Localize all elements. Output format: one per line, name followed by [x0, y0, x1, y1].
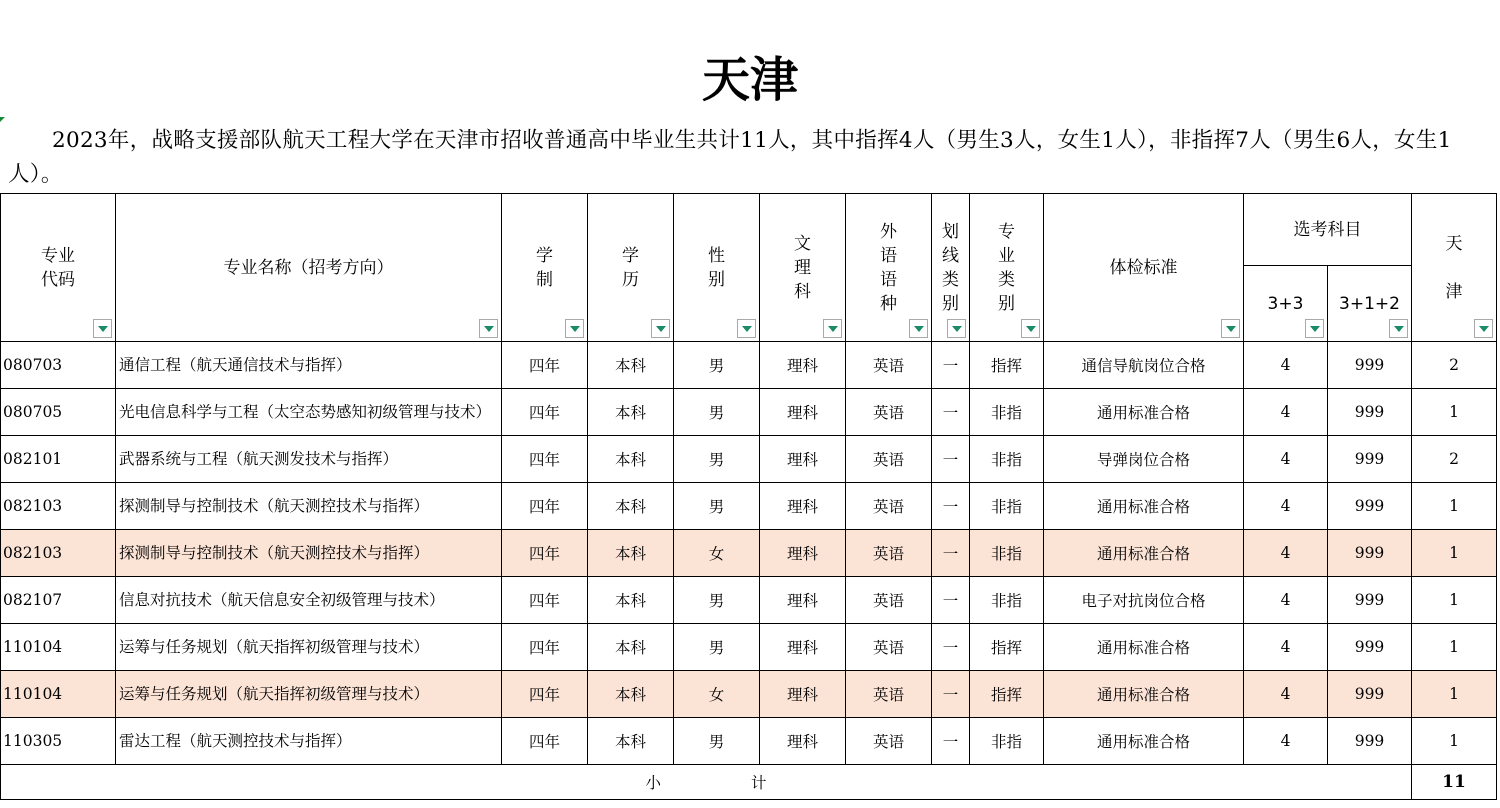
row-subject-312: 999	[1328, 436, 1412, 483]
row-code: 110104	[1, 671, 116, 718]
row-duration: 四年	[502, 389, 588, 436]
header-duration	[502, 194, 588, 342]
row-duration: 四年	[502, 577, 588, 624]
header-major-type	[970, 194, 1044, 342]
row-science: 理科	[760, 436, 846, 483]
row-gender: 男	[674, 577, 760, 624]
header-line-type-label: 划线类别	[942, 221, 959, 314]
row-gender: 男	[674, 342, 760, 389]
row-line-type: 一	[932, 530, 970, 577]
row-count: 1	[1412, 671, 1497, 718]
row-gender: 女	[674, 530, 760, 577]
row-science: 理科	[760, 671, 846, 718]
row-duration: 四年	[502, 342, 588, 389]
row-line-type: 一	[932, 624, 970, 671]
row-major-type: 非指	[970, 577, 1044, 624]
row-language: 英语	[846, 718, 932, 765]
row-count: 1	[1412, 577, 1497, 624]
filter-dropdown-icon[interactable]	[1389, 319, 1408, 338]
row-science: 理科	[760, 483, 846, 530]
row-subject-312: 999	[1328, 577, 1412, 624]
row-physical: 通用标准合格	[1044, 718, 1244, 765]
row-language: 英语	[846, 436, 932, 483]
header-language-label: 外语语种	[880, 221, 897, 314]
row-science: 理科	[760, 342, 846, 389]
header-name	[116, 194, 502, 342]
header-gender	[674, 194, 760, 342]
row-duration: 四年	[502, 624, 588, 671]
header-code-line2: 代码	[41, 269, 75, 290]
filter-dropdown-icon[interactable]	[909, 319, 928, 338]
row-major-type: 非指	[970, 389, 1044, 436]
row-degree: 本科	[588, 436, 674, 483]
row-degree: 本科	[588, 389, 674, 436]
intro-paragraph: 2023年，战略支援部队航天工程大学在天津市招收普通高中毕业生共计11人，其中指挥4人（男生3人，女生1人），非指挥7人（男生6人，女生1人）。	[8, 128, 1452, 187]
row-count: 1	[1412, 483, 1497, 530]
row-duration: 四年	[502, 671, 588, 718]
header-degree-label: 学历	[622, 245, 639, 290]
row-subject-33: 4	[1244, 436, 1328, 483]
table-row	[1, 530, 1497, 577]
row-name: 探测制导与控制技术（航天测控技术与指挥）	[116, 530, 502, 577]
header-name-label: 专业名称（招考方向）	[223, 257, 394, 278]
row-subject-312: 999	[1328, 342, 1412, 389]
filter-dropdown-icon[interactable]	[479, 319, 498, 338]
row-code: 110305	[1, 718, 116, 765]
row-major-type: 非指	[970, 718, 1044, 765]
row-name: 运筹与任务规划（航天指挥初级管理与技术）	[116, 624, 502, 671]
row-science: 理科	[760, 389, 846, 436]
filter-dropdown-icon[interactable]	[1221, 319, 1240, 338]
row-code: 082103	[1, 483, 116, 530]
row-subject-33: 4	[1244, 577, 1328, 624]
cell-comment-marker	[0, 117, 5, 122]
row-major-type: 非指	[970, 483, 1044, 530]
header-science-label: 文理科	[794, 233, 811, 302]
row-gender: 女	[674, 671, 760, 718]
row-physical: 导弹岗位合格	[1044, 436, 1244, 483]
row-physical: 通用标准合格	[1044, 530, 1244, 577]
header-tianjin	[1412, 194, 1497, 342]
row-gender: 男	[674, 718, 760, 765]
row-degree: 本科	[588, 530, 674, 577]
row-subject-33: 4	[1244, 483, 1328, 530]
row-subject-312: 999	[1328, 671, 1412, 718]
subtotal-label-b: 计	[750, 774, 767, 792]
row-major-type: 指挥	[970, 624, 1044, 671]
row-count: 2	[1412, 342, 1497, 389]
table-row	[1, 436, 1497, 483]
row-name: 武器系统与工程（航天测发技术与指挥）	[116, 436, 502, 483]
row-name: 通信工程（航天通信技术与指挥）	[116, 342, 502, 389]
row-subject-312: 999	[1328, 389, 1412, 436]
row-physical: 通用标准合格	[1044, 624, 1244, 671]
header-line-type	[932, 194, 970, 342]
filter-dropdown-icon[interactable]	[1305, 319, 1324, 338]
filter-dropdown-icon[interactable]	[651, 319, 670, 338]
table-row	[1, 718, 1497, 765]
filter-dropdown-icon[interactable]	[737, 319, 756, 338]
row-duration: 四年	[502, 718, 588, 765]
table-row	[1, 577, 1497, 624]
row-physical: 通用标准合格	[1044, 671, 1244, 718]
row-subject-33: 4	[1244, 671, 1328, 718]
header-sub-312	[1328, 266, 1412, 342]
row-count: 2	[1412, 436, 1497, 483]
row-degree: 本科	[588, 671, 674, 718]
header-physical	[1044, 194, 1244, 342]
filter-dropdown-icon[interactable]	[565, 319, 584, 338]
row-major-type: 指挥	[970, 342, 1044, 389]
header-sub-33	[1244, 266, 1328, 342]
row-count: 1	[1412, 389, 1497, 436]
row-duration: 四年	[502, 483, 588, 530]
row-science: 理科	[760, 530, 846, 577]
row-line-type: 一	[932, 671, 970, 718]
row-gender: 男	[674, 624, 760, 671]
row-major-type: 非指	[970, 436, 1044, 483]
subtotal-label-cell	[1, 765, 1412, 800]
row-code: 080703	[1, 342, 116, 389]
row-science: 理科	[760, 577, 846, 624]
subtotal-total: 11	[1412, 765, 1497, 800]
row-degree: 本科	[588, 483, 674, 530]
header-subjects	[1244, 194, 1412, 266]
row-duration: 四年	[502, 530, 588, 577]
filter-dropdown-icon[interactable]	[1021, 319, 1040, 338]
row-degree: 本科	[588, 624, 674, 671]
header-degree	[588, 194, 674, 342]
row-physical: 通信导航岗位合格	[1044, 342, 1244, 389]
header-sub-33-label: 3+3	[1267, 293, 1304, 314]
table-body	[1, 342, 1497, 765]
row-language: 英语	[846, 624, 932, 671]
header-language	[846, 194, 932, 342]
filter-dropdown-icon[interactable]	[947, 319, 966, 338]
row-major-type: 指挥	[970, 671, 1044, 718]
header-sub-312-label: 3+1+2	[1339, 293, 1400, 314]
header-tianjin-label: 天津	[1445, 233, 1463, 302]
row-name: 信息对抗技术（航天信息安全初级管理与技术）	[116, 577, 502, 624]
row-code: 082103	[1, 530, 116, 577]
row-physical: 电子对抗岗位合格	[1044, 577, 1244, 624]
row-subject-312: 999	[1328, 483, 1412, 530]
row-gender: 男	[674, 483, 760, 530]
row-subject-33: 4	[1244, 718, 1328, 765]
filter-dropdown-icon[interactable]	[93, 319, 112, 338]
row-subject-33: 4	[1244, 389, 1328, 436]
row-count: 1	[1412, 624, 1497, 671]
header-code	[1, 194, 116, 342]
row-language: 英语	[846, 389, 932, 436]
row-line-type: 一	[932, 436, 970, 483]
table-row	[1, 624, 1497, 671]
row-code: 110104	[1, 624, 116, 671]
row-language: 英语	[846, 671, 932, 718]
admission-table	[0, 193, 1497, 800]
header-physical-label: 体检标准	[1109, 257, 1178, 278]
row-line-type: 一	[932, 718, 970, 765]
row-major-type: 非指	[970, 530, 1044, 577]
row-language: 英语	[846, 483, 932, 530]
row-line-type: 一	[932, 389, 970, 436]
row-subject-33: 4	[1244, 342, 1328, 389]
subtotal-label-a: 小	[645, 774, 662, 792]
row-science: 理科	[760, 624, 846, 671]
row-code: 082101	[1, 436, 116, 483]
header-science	[760, 194, 846, 342]
row-code: 080705	[1, 389, 116, 436]
row-name: 探测制导与控制技术（航天测控技术与指挥）	[116, 483, 502, 530]
row-line-type: 一	[932, 577, 970, 624]
table-row	[1, 483, 1497, 530]
row-subject-312: 999	[1328, 624, 1412, 671]
row-subject-33: 4	[1244, 624, 1328, 671]
table-row	[1, 342, 1497, 389]
filter-dropdown-icon[interactable]	[1474, 319, 1493, 338]
row-degree: 本科	[588, 577, 674, 624]
filter-dropdown-icon[interactable]	[823, 319, 842, 338]
row-count: 1	[1412, 718, 1497, 765]
row-physical: 通用标准合格	[1044, 389, 1244, 436]
row-line-type: 一	[932, 342, 970, 389]
row-count: 1	[1412, 530, 1497, 577]
row-science: 理科	[760, 718, 846, 765]
row-language: 英语	[846, 530, 932, 577]
row-name: 光电信息科学与工程（太空态势感知初级管理与技术）	[116, 389, 502, 436]
row-subject-312: 999	[1328, 718, 1412, 765]
row-line-type: 一	[932, 483, 970, 530]
header-gender-label: 性别	[708, 245, 725, 290]
row-name: 雷达工程（航天测控技术与指挥）	[116, 718, 502, 765]
row-subject-33: 4	[1244, 530, 1328, 577]
header-major-type-label: 专业类别	[998, 221, 1015, 314]
row-name: 运筹与任务规划（航天指挥初级管理与技术）	[116, 671, 502, 718]
row-degree: 本科	[588, 342, 674, 389]
header-code-line1: 专业	[41, 245, 75, 266]
row-gender: 男	[674, 436, 760, 483]
row-duration: 四年	[502, 436, 588, 483]
row-physical: 通用标准合格	[1044, 483, 1244, 530]
table-row	[1, 671, 1497, 718]
row-language: 英语	[846, 577, 932, 624]
row-gender: 男	[674, 389, 760, 436]
page-title: 天津	[701, 52, 798, 108]
row-language: 英语	[846, 342, 932, 389]
row-code: 082107	[1, 577, 116, 624]
row-subject-312: 999	[1328, 530, 1412, 577]
header-subjects-label: 选考科目	[1293, 219, 1362, 240]
table-row	[1, 389, 1497, 436]
header-duration-label: 学制	[536, 245, 553, 290]
row-degree: 本科	[588, 718, 674, 765]
